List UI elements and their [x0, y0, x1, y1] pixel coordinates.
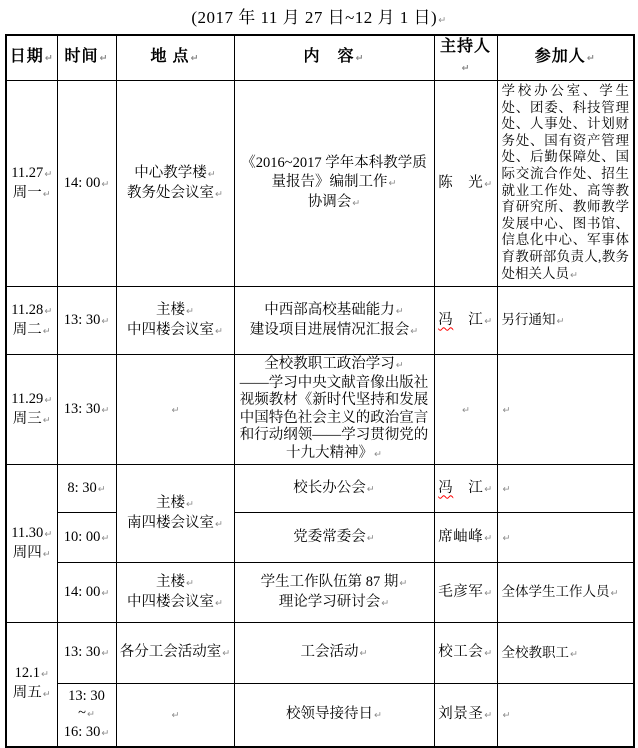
- cell-place-1201-a: [116, 623, 234, 684]
- time-text: 14: 00: [63, 174, 101, 191]
- paragraph-mark: ↵: [355, 53, 365, 64]
- cell-place-1130-c: [116, 563, 234, 623]
- paragraph-mark: ↵: [86, 709, 95, 721]
- host-text: 刘景圣: [438, 705, 484, 722]
- row-1130-a: [6, 465, 634, 513]
- paragraph-mark: ↵: [186, 305, 194, 317]
- cell-time-1128: [57, 287, 116, 355]
- host-text: 陈 光: [438, 174, 484, 191]
- host-text: 江: [453, 311, 484, 328]
- row-1129: [6, 355, 634, 465]
- time-text: ~: [78, 705, 86, 722]
- paragraph-mark: ↵: [186, 498, 194, 510]
- paragraph-mark: ↵: [381, 597, 390, 609]
- weekday-line: [9, 184, 55, 204]
- paragraph-mark: ↵: [42, 548, 51, 560]
- place-text: 中心教学楼: [134, 164, 207, 181]
- host-text: 席岫峰: [438, 528, 484, 545]
- time-line: [60, 583, 114, 603]
- paragraph-mark: ↵: [586, 53, 596, 64]
- header-host: [434, 35, 497, 81]
- participants-text: 学校办公室、学生处、团委、科技管理处、人事处、计划财务处、国有资产管理处、后勤保障处、国际交流合作处、招生就业工作处、高等教育研究所、教师教学发展中心、图书馆、信息化中心、军事体育教研部负责人,教务处相关人员: [501, 83, 629, 281]
- cell-participants-1128: [497, 287, 634, 355]
- date-line: [9, 164, 55, 184]
- content-paragraph: [237, 593, 432, 613]
- time-line: [60, 643, 114, 663]
- time-text: 8: 30: [67, 479, 97, 496]
- paragraph-mark: ↵: [388, 178, 397, 190]
- paragraph-mark: ↵: [484, 709, 493, 721]
- place-line: [119, 643, 232, 663]
- participants-text: 另行通知: [501, 312, 556, 328]
- paragraph-mark: ↵: [570, 269, 578, 281]
- cell-date-1128: [6, 287, 57, 355]
- place-text: 南四楼会议室: [127, 514, 215, 531]
- cell-place-1201-b-empty: [116, 684, 234, 747]
- content-text: 《2016~2017 学年本科教学质量报告》编制工作: [241, 155, 427, 191]
- host-line: [437, 311, 495, 331]
- paragraph-mark: ↵: [101, 178, 110, 190]
- place-line: [119, 573, 232, 593]
- cell-participants-1130-b-empty: [497, 513, 634, 563]
- host-text-spellchecked: 冯: [438, 479, 454, 496]
- date-line: [9, 390, 55, 410]
- cell-participants-1130-a-empty: [497, 465, 634, 513]
- header-date: [6, 35, 57, 81]
- paragraph-mark: ↵: [484, 587, 493, 599]
- cell-date-1127: [6, 81, 57, 287]
- content-paragraph: [237, 321, 432, 341]
- paragraph-mark: ↵: [374, 709, 382, 721]
- place-line: [119, 164, 232, 184]
- time-line: [60, 479, 114, 499]
- time-text: 10: 00: [63, 528, 101, 545]
- weekday-line: [9, 684, 55, 704]
- place-text: 中四楼会议室: [127, 593, 215, 610]
- paragraph-mark: ↵: [215, 188, 223, 200]
- cell-date-1130: [6, 465, 57, 623]
- paragraph-mark: ↵: [42, 188, 51, 200]
- cell-place-1130-ab: [116, 465, 234, 563]
- header-time: [57, 35, 116, 81]
- time-text: 13: 30: [68, 687, 105, 704]
- paragraph-mark: ↵: [502, 710, 511, 722]
- paragraph-mark: ↵: [502, 484, 511, 496]
- place-text: 主楼: [156, 494, 186, 511]
- row-1201-a: [6, 623, 634, 684]
- table-header-row: [6, 35, 634, 81]
- cell-place-1128: [116, 287, 234, 355]
- content-paragraph: [237, 528, 432, 548]
- host-text: 校工会: [438, 644, 484, 661]
- paragraph-mark: ↵: [366, 532, 375, 544]
- cell-host-1130-a: [434, 465, 497, 513]
- host-text-spellchecked: 冯: [438, 311, 454, 328]
- paragraph-mark: ↵: [374, 448, 382, 460]
- content-paragraph: [237, 356, 432, 375]
- date-text: 11.30: [11, 524, 44, 541]
- header-content: [234, 35, 434, 81]
- paragraph-mark: ↵: [484, 648, 493, 660]
- row-1128: [6, 287, 634, 355]
- content-text: 党委常委会: [293, 528, 366, 545]
- content-text: 协调会: [307, 194, 352, 211]
- paragraph-mark: ↵: [395, 305, 404, 317]
- content-text: 全校教职工政治学习: [264, 356, 395, 373]
- content-text: 中西部高校基础能力: [264, 301, 395, 318]
- cell-host-1130-c: [434, 563, 497, 623]
- paragraph-mark: ↵: [44, 394, 53, 406]
- paragraph-mark: ↵: [42, 689, 51, 701]
- paragraph-mark: ↵: [101, 648, 110, 660]
- cell-content-1129: [234, 355, 434, 465]
- place-text: 主楼: [156, 573, 186, 590]
- place-text: 主楼: [156, 301, 186, 318]
- time-text: 16: 30: [63, 723, 101, 740]
- content-paragraph: [237, 301, 432, 321]
- content-paragraph: [237, 573, 432, 593]
- header-participants: [497, 35, 634, 81]
- paragraph-mark: ↵: [395, 360, 404, 372]
- content-paragraph: [237, 705, 432, 725]
- date-text: 11.28: [11, 301, 44, 318]
- paragraph-mark: ↵: [215, 518, 223, 530]
- content-text: 校长办公会: [293, 479, 366, 496]
- cell-date-1201: [6, 623, 57, 747]
- place-text: 中四楼会议室: [127, 321, 215, 338]
- participants-text: 全校教职工: [501, 644, 569, 660]
- place-line: [119, 321, 232, 341]
- host-line: [437, 705, 495, 725]
- paragraph-mark: ↵: [97, 483, 106, 495]
- content-paragraph: [237, 154, 432, 193]
- paragraph-mark: ↵: [222, 648, 231, 660]
- row-1130-c: [6, 563, 634, 623]
- paragraph-mark: ↵: [44, 168, 53, 180]
- cell-participants-1201-a: [497, 623, 634, 684]
- weekday-text: 周四: [12, 544, 42, 561]
- paragraph-mark: ↵: [44, 305, 53, 317]
- paragraph-mark: ↵: [101, 404, 110, 416]
- paragraph-mark: ↵: [215, 325, 223, 337]
- header-date-text: 日期: [9, 48, 44, 65]
- paragraph-mark: ↵: [610, 588, 619, 600]
- time-text: 14: 00: [63, 583, 101, 600]
- paragraph-mark: ↵: [190, 53, 200, 64]
- time-line: [60, 688, 114, 706]
- place-line: [119, 593, 232, 613]
- time-text: 13: 30: [63, 400, 101, 417]
- cell-time-1130-b: [57, 513, 116, 563]
- cell-time-1130-c: [57, 563, 116, 623]
- weekday-line: [9, 544, 55, 564]
- host-line: [437, 643, 495, 663]
- paragraph-mark: ↵: [44, 528, 53, 540]
- paragraph-mark: ↵: [171, 709, 180, 721]
- cell-content-1201-b: [234, 684, 434, 747]
- cell-host-1127: [434, 81, 497, 287]
- paragraph-mark: ↵: [44, 53, 54, 64]
- place-line: [119, 184, 232, 204]
- content-paragraph: [237, 375, 432, 464]
- paragraph-mark: ↵: [484, 532, 493, 544]
- content-text: 校领导接待日: [286, 705, 374, 722]
- cell-participants-1201-b-empty: [497, 684, 634, 747]
- paragraph-mark: ↵: [461, 63, 471, 74]
- date-line: [9, 524, 55, 544]
- row-1130-b: [6, 513, 634, 563]
- cell-content-1130-a: [234, 465, 434, 513]
- cell-time-1201-a: [57, 623, 116, 684]
- place-text: 教务处会议室: [127, 184, 215, 201]
- header-participants-text: 参加人: [534, 48, 586, 65]
- cell-participants-1127: [497, 81, 634, 287]
- content-text: 学生工作队伍第 87 期: [260, 573, 399, 590]
- weekday-line: [9, 410, 55, 430]
- header-time-text: 时间: [64, 48, 99, 65]
- cell-date-1129: [6, 355, 57, 465]
- weekday-text: 周二: [12, 321, 42, 338]
- paragraph-mark: ↵: [101, 532, 110, 544]
- paragraph-mark: ↵: [438, 15, 447, 26]
- host-text: 毛彦军: [438, 583, 484, 600]
- time-line: [60, 400, 114, 420]
- cell-place-1129-empty: [116, 355, 234, 465]
- content-text: 建设项目进展情况汇报会: [249, 321, 410, 338]
- document-title: [0, 3, 638, 28]
- date-line: [9, 664, 55, 684]
- paragraph-mark: ↵: [101, 727, 110, 739]
- host-line: [437, 583, 495, 603]
- paragraph-mark: ↵: [171, 404, 180, 416]
- date-line: [9, 301, 55, 321]
- cell-time-1201-b: [57, 684, 116, 747]
- paragraph-mark: ↵: [42, 414, 51, 426]
- paragraph-mark: ↵: [215, 597, 223, 609]
- content-paragraph: [237, 643, 432, 663]
- date-text: 12.1: [14, 665, 40, 682]
- host-line: [437, 174, 495, 194]
- time-line: [60, 528, 114, 548]
- cell-participants-1130-c: [497, 563, 634, 623]
- host-line: [437, 479, 495, 499]
- paragraph-mark: ↵: [366, 483, 375, 495]
- time-text: 13: 30: [63, 311, 101, 328]
- cell-content-1128: [234, 287, 434, 355]
- host-text: 江: [453, 479, 484, 496]
- paragraph-mark: ↵: [40, 669, 49, 681]
- paragraph-mark: ↵: [484, 315, 493, 327]
- content-paragraph: [237, 479, 432, 499]
- cell-host-1128: [434, 287, 497, 355]
- place-line: [119, 301, 232, 321]
- schedule-table: [5, 34, 635, 748]
- place-line: [119, 494, 232, 514]
- cell-place-1127: [116, 81, 234, 287]
- weekday-text: 周一: [12, 184, 42, 201]
- cell-time-1127: [57, 81, 116, 287]
- paragraph-mark: ↵: [399, 577, 408, 589]
- host-line: [437, 528, 495, 548]
- document-title-text: (2017 年 11 月 27 日~12 月 1 日): [191, 8, 438, 27]
- paragraph-mark: ↵: [502, 533, 511, 545]
- place-text: 各分工会活动室: [119, 644, 222, 661]
- content-text: 理论学习研讨会: [278, 593, 381, 610]
- paragraph-mark: ↵: [42, 325, 51, 337]
- paragraph-mark: ↵: [556, 316, 565, 328]
- paragraph-mark: ↵: [570, 648, 578, 660]
- cell-time-1129: [57, 355, 116, 465]
- cell-content-1130-b: [234, 513, 434, 563]
- paragraph-mark: ↵: [352, 198, 361, 210]
- paragraph-mark: ↵: [484, 178, 493, 190]
- cell-time-1130-a: [57, 465, 116, 513]
- header-place: [116, 35, 234, 81]
- header-host-text: 主持人: [439, 38, 491, 55]
- row-1127: [6, 81, 634, 287]
- cell-host-1129-empty: [434, 355, 497, 465]
- paragraph-mark: ↵: [410, 325, 419, 337]
- paragraph-mark: ↵: [99, 53, 109, 64]
- paragraph-mark: ↵: [101, 315, 110, 327]
- paragraph-mark: ↵: [359, 648, 368, 660]
- paragraph-mark: ↵: [462, 404, 470, 416]
- content-text: 工会活动: [300, 644, 359, 661]
- content-text: ——学习中央文献音像出版社视频教材《新时代坚持和发展中国特色社会主义的政治宣言和行动纲领——学习贯彻党的十九大精神》: [239, 374, 429, 461]
- cell-content-1130-c: [234, 563, 434, 623]
- paragraph-mark: ↵: [101, 587, 110, 599]
- place-line: [119, 514, 232, 534]
- content-paragraph: [237, 193, 432, 213]
- paragraph-mark: ↵: [484, 483, 493, 495]
- date-text: 11.29: [11, 390, 44, 407]
- paragraph-mark: ↵: [186, 577, 194, 589]
- time-line: [60, 174, 114, 194]
- date-text: 11.27: [11, 164, 44, 181]
- paragraph-mark: ↵: [502, 405, 511, 417]
- paragraph-mark: ↵: [207, 168, 216, 180]
- cell-content-1127: [234, 81, 434, 287]
- cell-host-1201-b: [434, 684, 497, 747]
- cell-host-1130-b: [434, 513, 497, 563]
- cell-content-1201-a: [234, 623, 434, 684]
- weekday-line: [9, 321, 55, 341]
- weekday-text: 周三: [12, 410, 42, 427]
- time-line: [60, 724, 114, 743]
- participants-text: 全体学生工作人员: [501, 584, 610, 600]
- header-content-text: 内 容: [303, 48, 355, 65]
- time-line: [60, 311, 114, 331]
- cell-host-1201-a: [434, 623, 497, 684]
- cell-participants-1129-empty: [497, 355, 634, 465]
- time-line: [60, 705, 114, 724]
- weekday-text: 周五: [12, 685, 42, 702]
- time-text: 13: 30: [63, 644, 101, 661]
- header-place-text: 地 点: [150, 48, 190, 65]
- row-1201-b: [6, 684, 634, 747]
